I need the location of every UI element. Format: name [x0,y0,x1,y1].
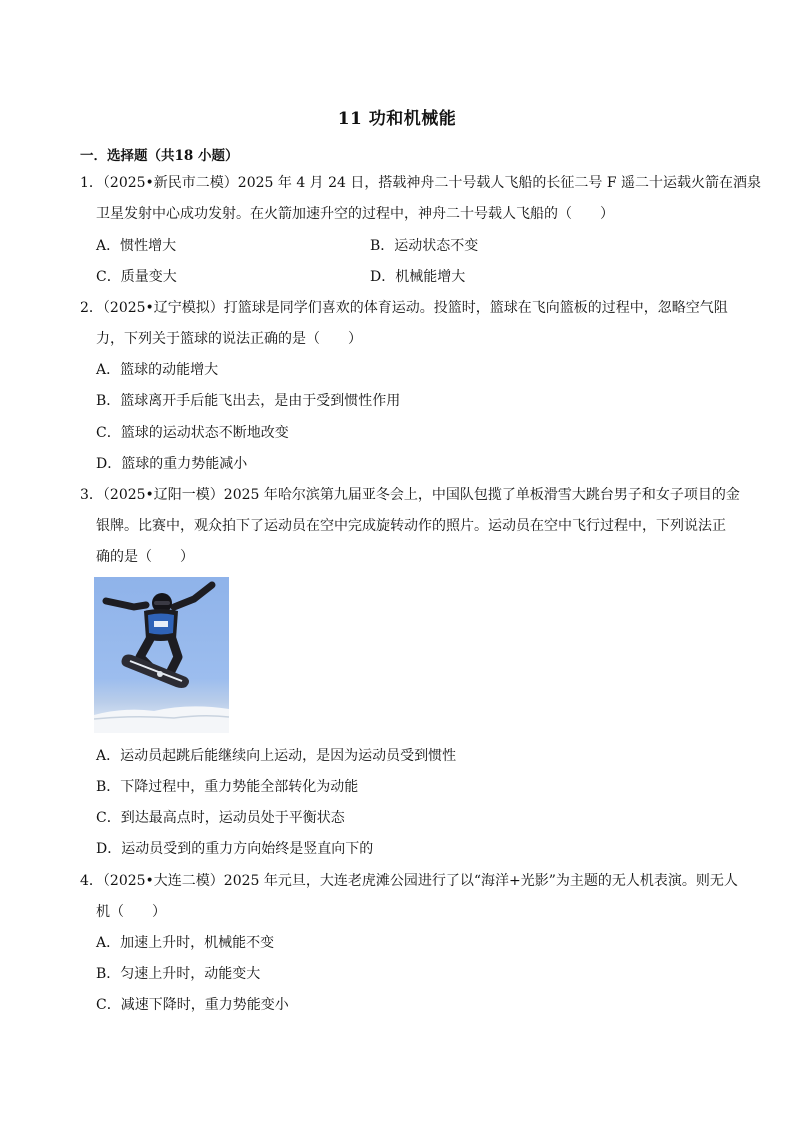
question-3-option-b: B．下降过程中，重力势能全部转化为动能 [96,779,359,795]
question-1-option-b: B．运动状态不变 [370,238,479,254]
question-3-option-c: C．到达最高点时，运动员处于平衡状态 [96,810,345,826]
question-2-option-c: C．篮球的运动状态不断地改变 [96,425,289,441]
question-4-line-1: 4．（2025•大连二模）2025 年元旦，大连老虎滩公园进行了以“海洋+光影”为主题的无人机表演。则无人 [80,873,738,889]
document-title: 11 功和机械能 [337,109,457,129]
question-3-line-3: 确的是（ ） [96,549,194,565]
question-1-option-a: A．惯性增大 [96,238,177,254]
question-3-line-1: 3．（2025•辽阳一模）2025 年哈尔滨第九届亚冬会上，中国队包揽了单板滑雪大跳台男子和女子项目的金 [80,487,740,503]
question-1-line-2: 卫星发射中心成功发射。在火箭加速升空的过程中，神舟二十号载人飞船的（ ） [96,206,614,222]
question-2-option-a: A．篮球的动能增大 [96,362,219,378]
question-2-option-d: D．篮球的重力势能减小 [96,456,248,472]
question-1-option-d: D．机械能增大 [370,269,466,285]
snowboarder-photo [94,577,229,733]
question-4-line-2: 机（ ） [96,904,166,920]
snowboarder-illustration [94,577,229,733]
question-3-option-d: D．运动员受到的重力方向始终是竖直向下的 [96,841,374,857]
question-2-line-1: 2．（2025•辽宁模拟）打篮球是同学们喜欢的体育运动。投篮时，篮球在飞向篮板的过程中，忽略空气阻 [80,300,728,316]
question-4-option-c: C．减速下降时，重力势能变小 [96,997,289,1013]
question-3-option-a: A．运动员起跳后能继续向上运动，是因为运动员受到惯性 [96,748,457,764]
section-heading: 一．选择题（共18 小题） [80,148,239,164]
question-4-option-b: B．匀速上升时，动能变大 [96,966,261,982]
question-3-line-2: 银牌。比赛中，观众拍下了运动员在空中完成旋转动作的照片。运动员在空中飞行过程中，下列说法正 [96,518,726,534]
question-4-option-a: A．加速上升时，机械能不变 [96,935,275,951]
question-1-option-c: C．质量变大 [96,269,177,285]
question-2-line-2: 力，下列关于篮球的说法正确的是（ ） [96,331,362,347]
question-1-line-1: 1．（2025•新民市二模）2025 年 4 月 24 日，搭载神舟二十号载人飞船的长征二号 F 遥二十运载火箭在酒泉 [80,175,762,191]
question-2-option-b: B．篮球离开手后能飞出去，是由于受到惯性作用 [96,393,401,409]
